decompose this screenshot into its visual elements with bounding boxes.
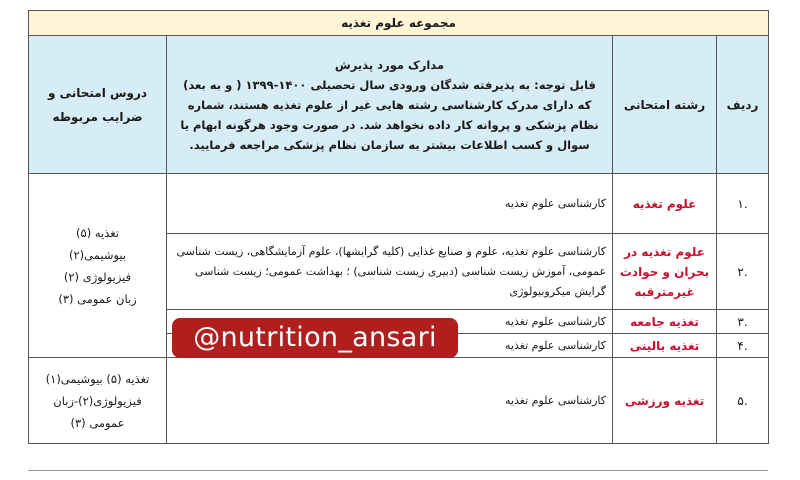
subject-line: عمومی (۳) — [70, 415, 125, 430]
header-subjects: دروس امتحانی و ضرایب مربوطه — [29, 36, 167, 174]
watermark-badge: @nutrition_ansari — [172, 318, 458, 358]
header-accepted-documents — [167, 36, 613, 174]
accepted-documents: کارشناسی علوم تغذیه — [167, 310, 613, 334]
subject-line: فیزیولوژی(۲)-زبان — [53, 393, 142, 408]
subject-line: بیوشیمی(۲) — [68, 247, 127, 262]
docs-note: قابل توجه: به پذیرفته شدگان ورودی سال تحصیلی ۱۴۰۰-۱۳۹۹ ( و به بعد) که دارای مدرک کارشناسی رشته هایی غیر از علوم تغذیه هستند، شماره نظام پزشکی و پروانه کار داده نخواهد شد. در صورت وجود هرگونه ابهام یا سوال و کسب اطلاعات بیشتر به سازمان نظام پزشکی مراجعه فرمایید. — [180, 77, 599, 152]
docs-title: مدارک مورد پذیرش — [334, 57, 445, 72]
field-name: تغذیه جامعه — [613, 310, 717, 334]
subject-line: فیزیولوژی (۲) — [63, 269, 132, 284]
page-divider — [28, 470, 768, 471]
admission-table — [28, 10, 769, 444]
row-number: .۱ — [717, 174, 769, 234]
field-name: علوم تغذیه — [613, 174, 717, 234]
header-field: رشته امتحانی — [613, 36, 717, 174]
accepted-documents: کارشناسی علوم تغذیه — [167, 334, 613, 358]
row-number: .۳ — [717, 310, 769, 334]
subjects-cell-group-2 — [29, 358, 167, 444]
field-name: تغذیه ورزشی — [613, 358, 717, 444]
table-title: مجموعه علوم تغذیه — [29, 11, 769, 36]
subjects-cell-group-1 — [29, 174, 167, 358]
field-name: تغذیه بالینی — [613, 334, 717, 358]
table-row — [29, 358, 769, 444]
header-row — [29, 36, 769, 174]
subject-line: تغذیه (۵) بیوشیمی(۱) — [45, 371, 150, 386]
subject-line: تغذیه (۵) — [76, 225, 119, 240]
accepted-documents: کارشناسی علوم تغذیه — [167, 174, 613, 234]
row-number: .۲ — [717, 234, 769, 310]
accepted-documents: کارشناسی علوم تغذیه — [167, 358, 613, 444]
accepted-documents: کارشناسی علوم تغذیه، علوم و صنایع غذایی (کلیه گرایشها)، علوم آزمایشگاهی، زیست شناسی عمومی، آموزش زیست شناسی (دبیری زیست شناسی) ؛ بهداشت عمومی؛ زیست شناسی گرایش میکروبیولوژی — [167, 234, 613, 310]
field-name: علوم تغذیه در بحران و حوادث غیرمترقبه — [613, 234, 717, 310]
header-row-number: ردیف — [717, 36, 769, 174]
row-number: .۴ — [717, 334, 769, 358]
admission-table-frame — [28, 10, 768, 446]
table-title-row — [29, 11, 769, 36]
row-number: .۵ — [717, 358, 769, 444]
subject-line: زبان عمومی (۳) — [58, 291, 137, 306]
table-row — [29, 174, 769, 234]
